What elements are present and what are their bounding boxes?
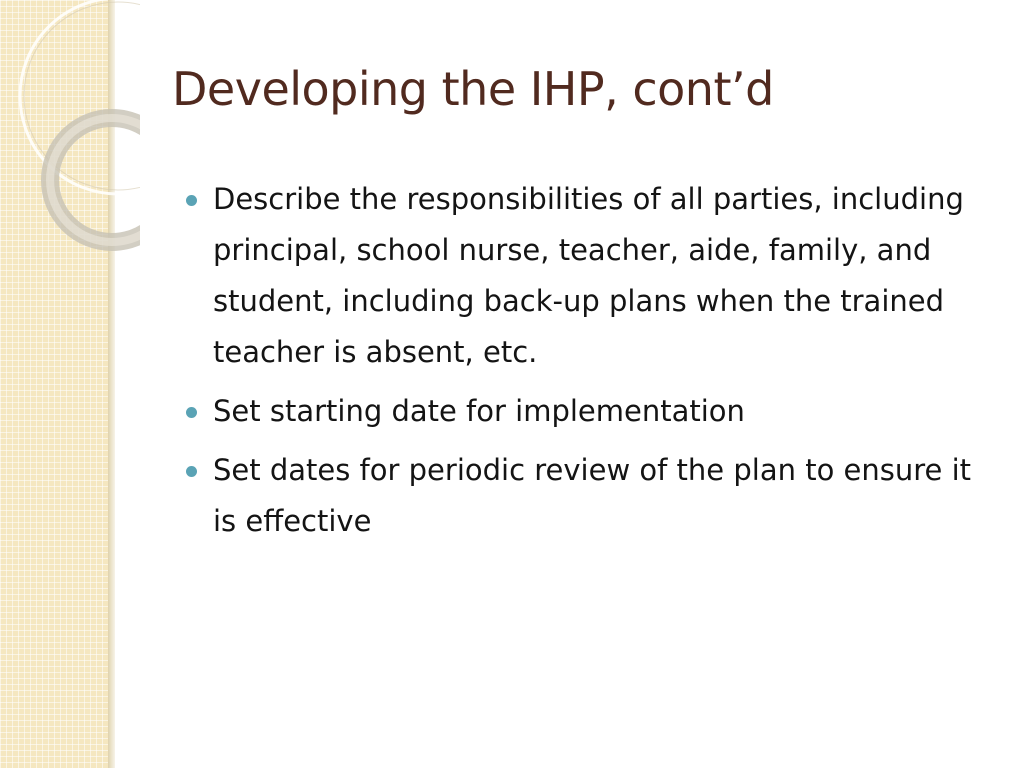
slide-title: Developing the IHP, cont’d bbox=[172, 62, 774, 116]
bullet-text: Set starting date for implementation bbox=[213, 394, 745, 428]
ring-decoration-icon bbox=[0, 0, 140, 260]
bullet-list bbox=[186, 174, 976, 555]
bullet-item bbox=[186, 174, 976, 378]
bullet-item bbox=[186, 445, 976, 547]
bullet-dot-icon bbox=[186, 466, 197, 477]
bullet-dot-icon bbox=[186, 407, 197, 418]
bullet-item bbox=[186, 386, 976, 437]
bullet-text: Describe the responsibilities of all parties, including principal, school nurse, teacher, aide, family, and student, including back-up plans when the trained teacher is absent, etc. bbox=[213, 182, 964, 369]
bullet-text: Set dates for periodic review of the plan to ensure it is effective bbox=[213, 453, 972, 538]
bullet-dot-icon bbox=[186, 195, 197, 206]
